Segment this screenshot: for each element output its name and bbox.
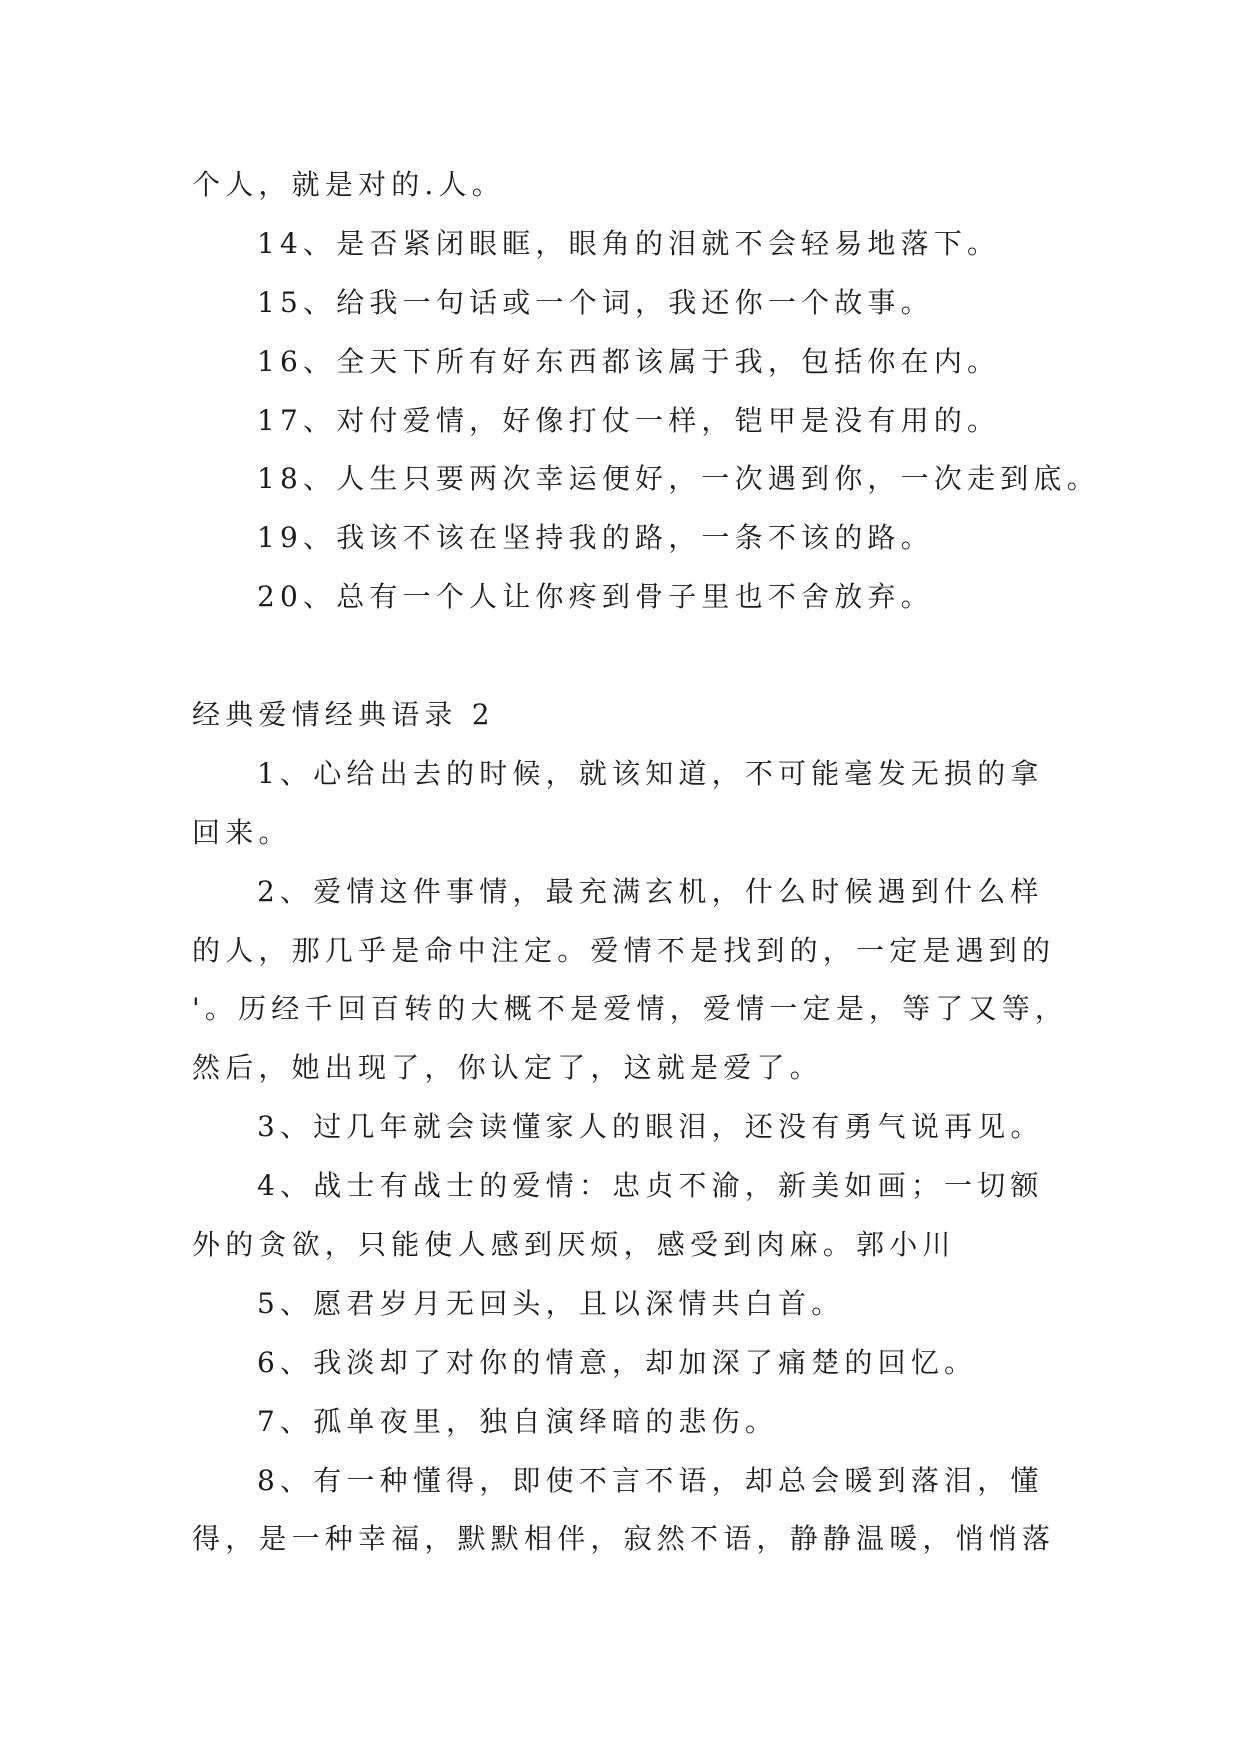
quote-item-2-continuation: '。历经千回百转的大概不是爱情，爱情一定是，等了又等， (192, 992, 1069, 1026)
quote-item-1-continuation: 回来。 (192, 815, 292, 849)
quote-item-16: 16、全天下所有好东西都该属于我，包括你在内。 (257, 344, 1001, 378)
quote-item-7: 7、孤单夜里，独自演绎暗的悲伤。 (257, 1404, 779, 1438)
document-body (192, 156, 1192, 1569)
quote-item-8: 8、有一种懂得，即使不言不语，却总会暖到落泪，懂 (257, 1463, 1044, 1497)
quote-item-15: 15、给我一句话或一个词，我还你一个故事。 (257, 285, 934, 319)
quote-item-3: 3、过几年就会读懂家人的眼泪，还没有勇气说再见。 (257, 1110, 1044, 1144)
quote-item-18: 18、人生只要两次幸运便好，一次遇到你，一次走到底。 (257, 462, 1100, 496)
quote-item-5: 5、愿君岁月无回头，且以深情共白首。 (257, 1286, 845, 1320)
quote-item-17: 17、对付爱情，好像打仗一样，铠甲是没有用的。 (257, 403, 1001, 437)
quote-item-19: 19、我该不该在坚持我的路，一条不该的路。 (257, 521, 934, 555)
section-gap (192, 627, 1192, 686)
quote-item-14: 14、是否紧闭眼眶，眼角的泪就不会轻易地落下。 (257, 226, 1001, 260)
quote-item-8-continuation: 得，是一种幸福，默默相伴，寂然不语，静静温暖，悄悄落 (192, 1522, 1056, 1556)
section-heading: 经典爱情经典语录 2 (192, 698, 495, 732)
quote-item-4-continuation: 外的贪欲，只能使人感到厌烦，感受到肉麻。郭小川 (192, 1228, 956, 1262)
quote-item-6: 6、我淡却了对你的情意，却加深了痛楚的回忆。 (257, 1345, 978, 1379)
paragraph-line: 个人，就是对的.人。 (192, 168, 505, 201)
quote-item-20: 20、总有一个人让你疼到骨子里也不舍放弃。 (257, 580, 934, 614)
quote-item-4: 4、战士有战士的爱情：忠贞不渝，新美如画；一切额 (257, 1169, 1044, 1203)
quote-item-2-continuation: 的人，那几乎是命中注定。爱情不是找到的，一定是遇到的 (192, 933, 1056, 967)
quote-item-2: 2、爱情这件事情，最充满玄机，什么时候遇到什么样 (257, 874, 1044, 908)
quote-item-2-continuation: 然后，她出现了，你认定了，这就是爱了。 (192, 1051, 823, 1085)
quote-item-1: 1、心给出去的时候，就该知道，不可能毫发无损的拿 (257, 756, 1044, 790)
